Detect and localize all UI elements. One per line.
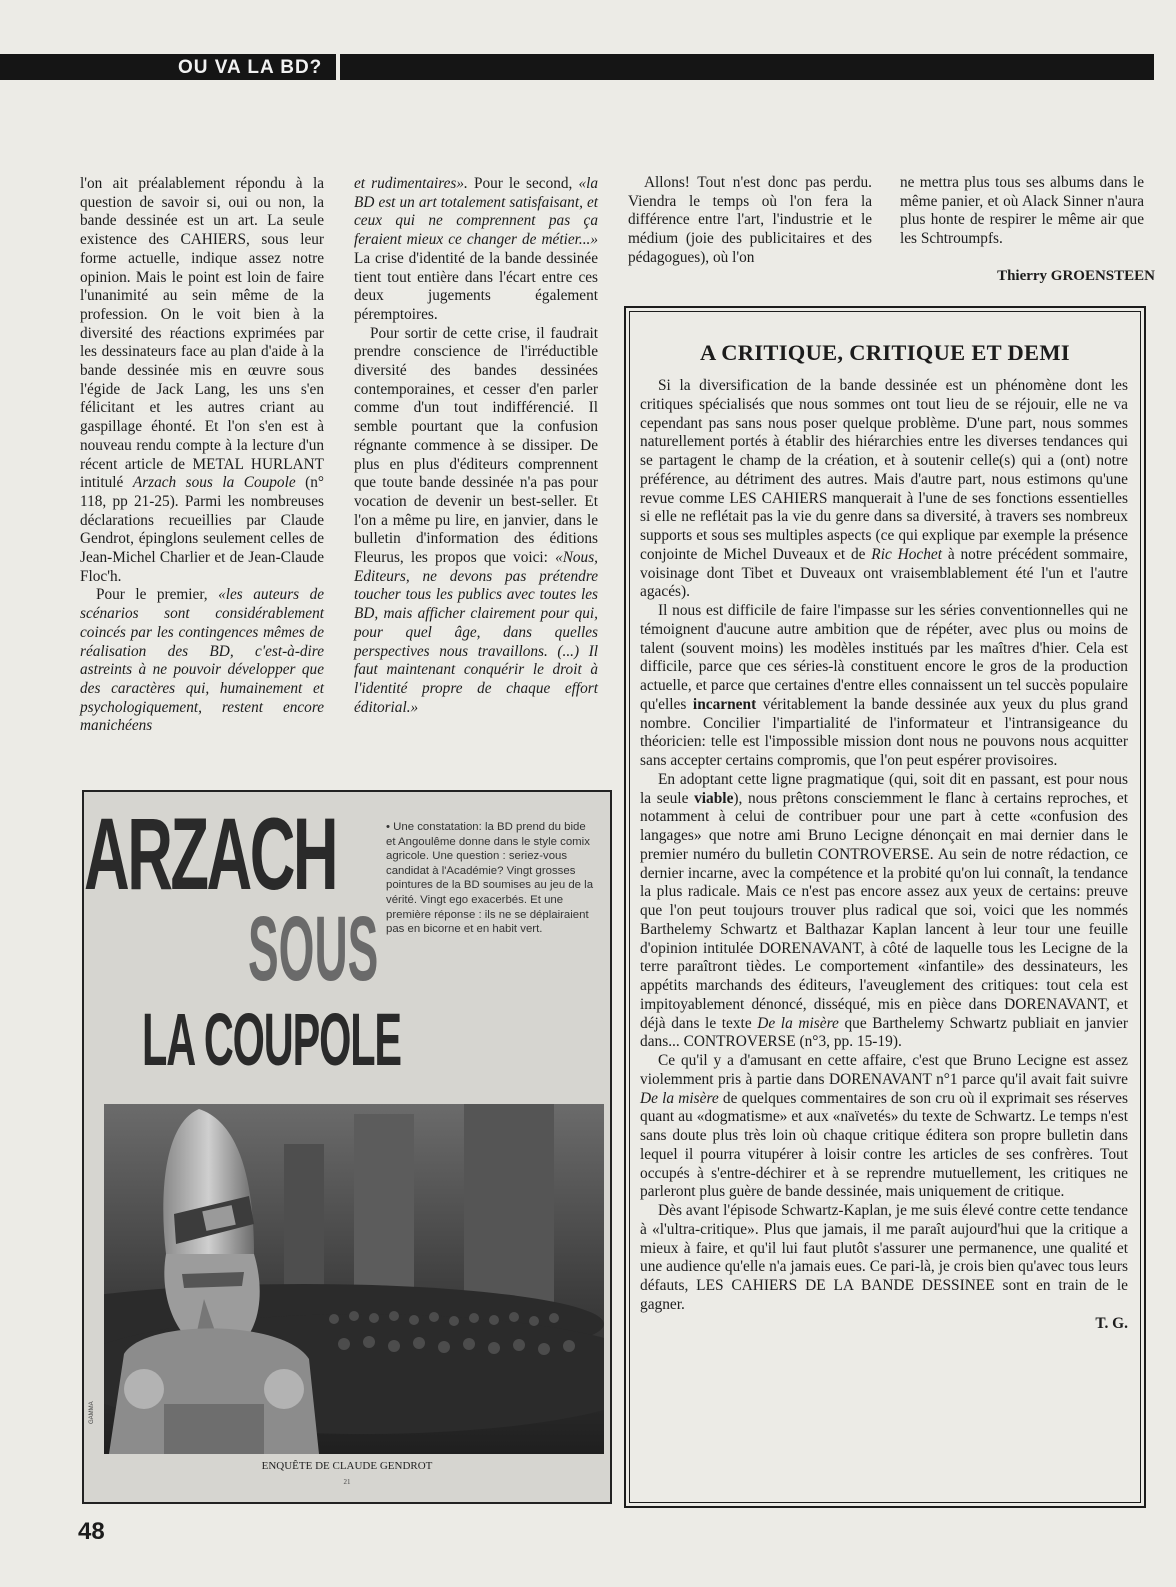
editorial-paragraph-2: Il nous est difficile de faire l'impasse sur les séries conventionnelles qui ne témoignent d'aucune autre ambition que de répéter, avec plus ou moins de talent (souvent moins) les modèles institués par les maîtres d'hier. Cela est difficile, parce que ces séries-là constituent encore le gros de la production actuelle, et parce que certaines d'entre elles connaissent un tel succès populaire qu'elles incarnent véritablement la bande dessinée aux yeux du plus grand nombre. Concilier l'impartialité de l'informateur et l'intransigeance du théoricien: telle est l'impossible mission dont nous ne pouvons nous acquitter sans accepter certains compromis, que l'on peut espérer provisoires. — [640, 602, 1128, 769]
col3-paragraph-1: Allons! Tout n'est donc pas perdu. Viendra le temps où l'on fera la différence entre l'art, l'industrie et le médium (joie des publicitaires et des pédagogues), où l'on — [628, 174, 872, 266]
figure-title-arzach: ARZACH — [84, 797, 337, 911]
col2-paragraph-2: Pour sortir de cette crise, il faudrait prendre conscience de l'irréductible diversité des bandes dessinées contemporaines, et cesser d'en parler comme d'un tout indifférencié. Il semble pourtant que la confusion régnante commence à se dissiper. De plus en plus d'éditeurs comprennent que toute bande dessinée n'a pas pour vocation de devenir un best-seller. Et l'on a même pu lire, en janvier, dans le bulletin d'information des éditions Fleurus, les propos que voici: «Nous, Editeurs, ne devons pas prétendre toucher tous les publics avec toutes les BD, mais afficher clairement pour qui, pour quel âge, dans quelles perspectives nous travaillons. (...) Il faut maintenant conquérir le droit à l'identité propre de chaque effort éditorial.» — [354, 324, 598, 716]
editorial-signature: T. G. — [1095, 1314, 1128, 1332]
author-signature: Thierry GROENSTEEN — [997, 268, 1155, 284]
photo-credit: GAMMA — [89, 1401, 95, 1424]
page-number: 48 — [78, 1518, 105, 1545]
figure-photo — [104, 1104, 604, 1454]
header-gap — [336, 54, 340, 80]
editorial-paragraph-5: Dès avant l'épisode Schwartz-Kaplan, je me suis élevé contre cette tendance à «l'ultra-critique». Plus que jamais, il me paraît aujourd'hui que la critique a mieux à faire, et qu'il lui faut plutôt s'assurer une permanence, une qualité et une audience qu'elle n'a jamais eues. Ce pari-là, je crois bien qu'avec tous leurs défauts, LES CAHIERS DE LA BANDE DESSINEE sont en train de le gagner. — [640, 1202, 1128, 1313]
column-2 — [354, 175, 598, 717]
figure-arzach-clipping — [82, 790, 612, 1504]
col2-paragraph-1: et rudimentaires». Pour le second, «la BD est un art totalement satisfaisant, et ceux qui ne comprennent pas ça feraient mieux ce changer de métier...» La crise d'identité de la bande dessinée tient tout entière dans l'écart entre ces deux jugements également péremptoires. — [354, 175, 598, 323]
figure-title-sous: SOUS — [248, 898, 379, 1000]
arzach-photo-illustration — [104, 1104, 604, 1454]
figure-credit: ENQUÊTE DE CLAUDE GENDROT — [261, 1460, 433, 1472]
col1-paragraph-1: l'on ait préalablement répondu à la question de savoir si, oui ou non, la bande dessinée est un art. La seule existence des CAHIERS, sous leur forme actuelle, indique assez notre opinion. Mais le point est loin de faire l'unanimité au sein même de la profession. On le voit bien à la diversité des réactions exprimées par les dessinateurs face au plan d'aide à la bande dessinée mis en œuvre sous l'égide de Jack Lang, les uns s'en félicitant et les autres criant au gaspillage éhonté. Et l'on s'en est à nouveau rendu compte à la lecture d'un récent article de METAL HURLANT intitulé Arzach sous la Coupole (n° 118, pp 21-25). Parmi les nombreuses déclarations recueillies par Claude Gendrot, épinglons seulement celles de Jean-Michel Charlier et de Jean-Claude Floc'h. — [80, 175, 324, 585]
col4-paragraph-1: ne mettra plus tous ses albums dans le même panier, et où Alack Sinner n'aura plus honte de respirer le même air que les Schtroumpfs. — [900, 174, 1144, 248]
column-3 — [628, 174, 872, 268]
column-4 — [900, 174, 1144, 249]
figure-page-ref: 21 — [343, 1478, 351, 1486]
col1-paragraph-2: Pour le premier, «les auteurs de scénarios sont considérablement coincés par les contingences mêmes de réalisation des BD, c'est-à-dire astreints à ne pouvoir développer que des caractères qui, humainement et psychologiquement, restent encore manichéens — [80, 586, 325, 735]
column-1 — [80, 175, 324, 736]
editorial-paragraph-3: En adoptant cette ligne pragmatique (qui, soit dit en passant, est pour nous la seule viable), nous prêtons consciemment le flanc à certains reproches, et notamment à celui de contribuer pour une part à cette «confusion des langages» que notre ami Bruno Lecigne dénonçait en mai dernier dans le premier numéro du bulletin CONTROVERSE. Au sein de notre rédaction, ce dernier incarne, avec la compétence et la probité qu'on lui connaît, la tendance la plus radicale. Mais ce n'est pas encore assez aux yeux de certains: preuve que l'on peut toujours trouver plus radical que soi, voici que les nommés Barthelemy Schwartz et Balthazar Kaplan lancent à leur tour une feuille d'opinion intitulée DORENAVANT, à côté de laquelle tous les Lecigne de la terre paraîtront tièdes. Le comportement «infantile» des dessinateurs, les appétits marchands des éditeurs, l'aveuglement des critiques: tout cela est impitoyablement dénoncé, disséqué, mis en pièce dans DORENAVANT, et déjà dans le texte De la misère que Barthelemy Schwartz publiait en janvier dans... CONTROVERSE (n°3, pp. 15-19). — [640, 770, 1128, 1051]
figure-blurb: • Une constatation: la BD prend du bide et Angoulême donne dans le style comix agricole. Une question : seriez-vous candidat à l'Académie? Vingt grosses pointures de la BD soumises au jeu de la vérité. Vingt ego exacerbés. Et une première réponse : ils ne se déplairaient pas en bicorne et en habit vert. — [386, 821, 594, 936]
figure-title-coupole: LA COUPOLE — [142, 998, 401, 1081]
editorial-paragraph-4: Ce qu'il y a d'amusant en cette affaire, c'est que Bruno Lecigne est assez violemment pris à partie dans DORENAVANT n°1 parce qu'il avait fait suivre De la misère de quelques commentaires de son cru où il exprimait ses réserves quant au «dogmatisme» et aux «naïvetés» du texte de Schwartz. Le temps n'est sans doute plus très loin où chaque critique éditera son propre bulletin dans lequel il pourra vitupérer à loisir contre les articles de ses confrères. Tout occupés à s'entre-déchirer et à se reprendre mutuellement, les critiques ne parleront plus guère de bande dessinée, mais uniquement de critique. — [640, 1052, 1129, 1201]
section-title: OU VA LA BD? — [168, 54, 332, 80]
editorial-title: A CRITIQUE, CRITIQUE ET DEMI — [700, 340, 1070, 365]
editorial-text — [640, 377, 1128, 1333]
editorial-paragraph-1: Si la diversification de la bande dessinée est un phénomène dont les critiques spécialisés que nous sommes ont tout lieu de se réjouir, elle ne va cependant pas sans nous poser quelque problème. D'une part, nous sommes naturellement portés à établir des hiérarchies entre les diverses tendances qui se partagent le champ de la création, et à soutenir celle(s) qui a (ont) notre préférence, au détriment des autres. Mais d'autre part, nous estimons qu'une revue comme LES CAHIERS manquerait à l'une de ses fonctions essentielles si elle ne reflétait pas la vie du genre dans sa diversité, à travers ses nombreux supports et sous ses multiples aspects (ce qui explique par exemple la présence conjointe de Michel Duveaux et de Ric Hochet à notre précédent sommaire, voisinage dont Tibet et Duveaux ont vraisemblablement été l'un et l'autre agacés). — [640, 377, 1128, 601]
